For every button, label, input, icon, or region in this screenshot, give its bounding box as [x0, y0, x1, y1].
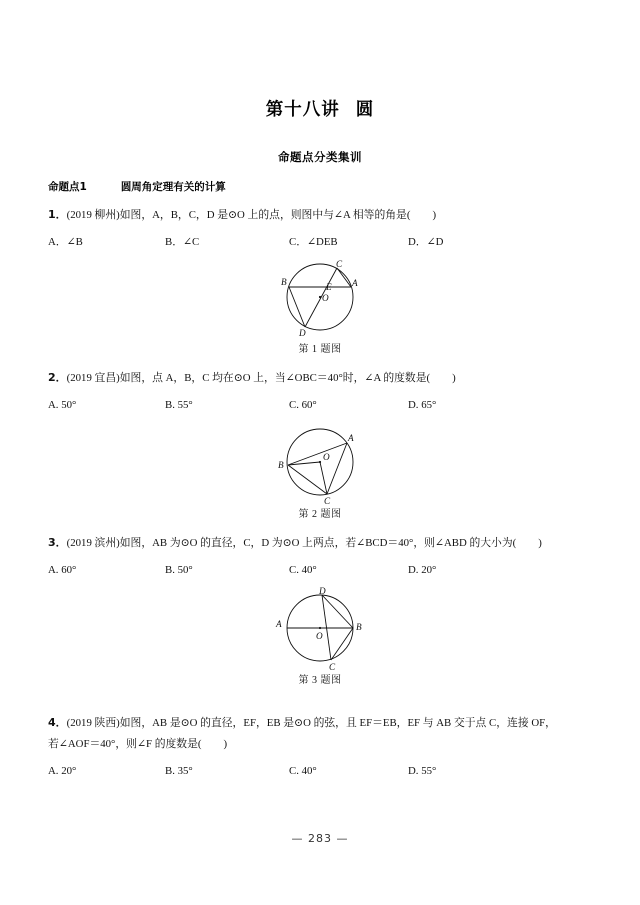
option-a[interactable]: A. 50° — [48, 399, 77, 412]
question-4-number: 4． — [48, 715, 67, 729]
label-a: A — [276, 619, 282, 630]
question-1-body: (2019 柳州)如图，A，B，C，D 是⊙O 上的点，则图中与∠A 相等的角是( — [66, 209, 411, 221]
question-2-figure — [48, 422, 592, 522]
question-1-close-paren: ) — [432, 209, 437, 221]
circle-diagram-2 — [261, 422, 379, 506]
question-3-close-paren: ) — [538, 536, 542, 549]
question-2-number: 2． — [48, 370, 67, 384]
label-c: C — [329, 662, 336, 673]
chord-ca — [337, 268, 351, 287]
option-d[interactable]: D．∠D — [408, 236, 444, 249]
chord-cd — [305, 268, 337, 327]
question-3-number: 3． — [48, 535, 67, 549]
question-2-body: (2019 宜昌)如图，点 A，B，C 均在⊙O 上，当∠OBC＝40°时，∠A 的度数是( — [66, 371, 431, 384]
question-4 — [48, 715, 592, 780]
chord-dc — [322, 595, 331, 660]
option-d[interactable]: D. 65° — [408, 399, 437, 412]
question-4-text-line-2 — [48, 737, 592, 752]
option-a[interactable]: A. 60° — [48, 564, 77, 577]
point-heading-name: 圆周角定理有关的计算 — [120, 181, 226, 193]
question-1 — [48, 207, 592, 357]
question-3-figure-caption: 第 3 题图 — [298, 675, 342, 687]
circle-diagram-3 — [259, 586, 381, 672]
question-1-number: 1． — [48, 208, 67, 221]
option-d[interactable]: D. 55° — [408, 765, 437, 778]
question-4-options — [48, 764, 592, 779]
label-c: C — [336, 258, 343, 269]
label-b: B — [356, 622, 362, 633]
option-c[interactable]: C. 40° — [289, 765, 317, 778]
label-o: O — [316, 631, 323, 642]
option-c[interactable]: C. 60° — [289, 399, 317, 412]
label-o: O — [323, 451, 330, 462]
center-point-o — [319, 627, 321, 629]
section-banner: 命题点分类集训 — [278, 150, 362, 164]
label-a: A — [348, 432, 354, 443]
question-3 — [48, 535, 592, 689]
option-d[interactable]: D. 20° — [408, 564, 437, 577]
question-4-close-paren: ) — [223, 737, 228, 750]
question-4-body-1: (2019 陕西)如图，AB 是⊙O 的直径，EF，EB 是⊙O 的弦，且 EF＝EB，EF 与 AB 交于点 C，连接 OF， — [66, 716, 556, 729]
question-4-text-line-1 — [48, 715, 592, 731]
question-1-options — [48, 235, 592, 250]
circle-diagram-1 — [256, 259, 384, 341]
question-1-figure-caption: 第 1 题图 — [298, 343, 342, 355]
question-2-options — [48, 398, 592, 413]
page-number: — 283 — — [291, 832, 349, 845]
option-b[interactable]: B. 50° — [165, 564, 193, 577]
option-b[interactable]: B．∠C — [165, 236, 200, 249]
label-d: D — [319, 586, 326, 597]
question-2-figure-caption: 第 2 题图 — [298, 508, 342, 520]
option-c[interactable]: C. 40° — [289, 564, 317, 577]
label-c: C — [324, 495, 331, 506]
center-point-o — [319, 296, 321, 298]
question-2 — [48, 370, 592, 522]
question-1-text — [48, 207, 592, 223]
option-b[interactable]: B. 35° — [165, 765, 193, 778]
option-c[interactable]: C．∠DEB — [289, 236, 338, 249]
point-heading — [48, 179, 592, 194]
option-a[interactable]: A．∠B — [48, 236, 83, 249]
center-point-o — [319, 460, 321, 462]
question-3-options — [48, 563, 592, 578]
question-2-text — [48, 370, 592, 386]
question-3-text — [48, 535, 592, 551]
label-a: A — [352, 277, 358, 288]
label-b: B — [278, 459, 284, 470]
page-content — [48, 0, 592, 780]
question-3-body: (2019 滨州)如图，AB 为⊙O 的直径，C，D 为⊙O 上两点，若∠BCD＝40°，则∠ABD 的大小为( — [66, 536, 517, 549]
page-title — [48, 96, 592, 121]
question-3-figure — [48, 586, 592, 688]
option-b[interactable]: B. 55° — [165, 399, 193, 412]
question-2-close-paren: ) — [452, 371, 456, 384]
chord-ab — [288, 443, 347, 465]
label-d: D — [299, 327, 306, 338]
label-b: B — [281, 276, 287, 287]
page-title-main: 第十八讲 — [265, 100, 340, 120]
point-heading-label: 命题点1 — [48, 181, 87, 193]
label-o: O — [322, 292, 329, 303]
question-4-body-2: 若∠AOF＝40°，则∠F 的度数是( — [48, 737, 202, 750]
label-e: E — [326, 281, 332, 292]
page-title-sub: 圆 — [355, 100, 375, 120]
option-a[interactable]: A. 20° — [48, 765, 77, 778]
chord-ac — [327, 443, 347, 494]
chord-cb — [331, 628, 353, 660]
question-1-figure — [48, 259, 592, 357]
